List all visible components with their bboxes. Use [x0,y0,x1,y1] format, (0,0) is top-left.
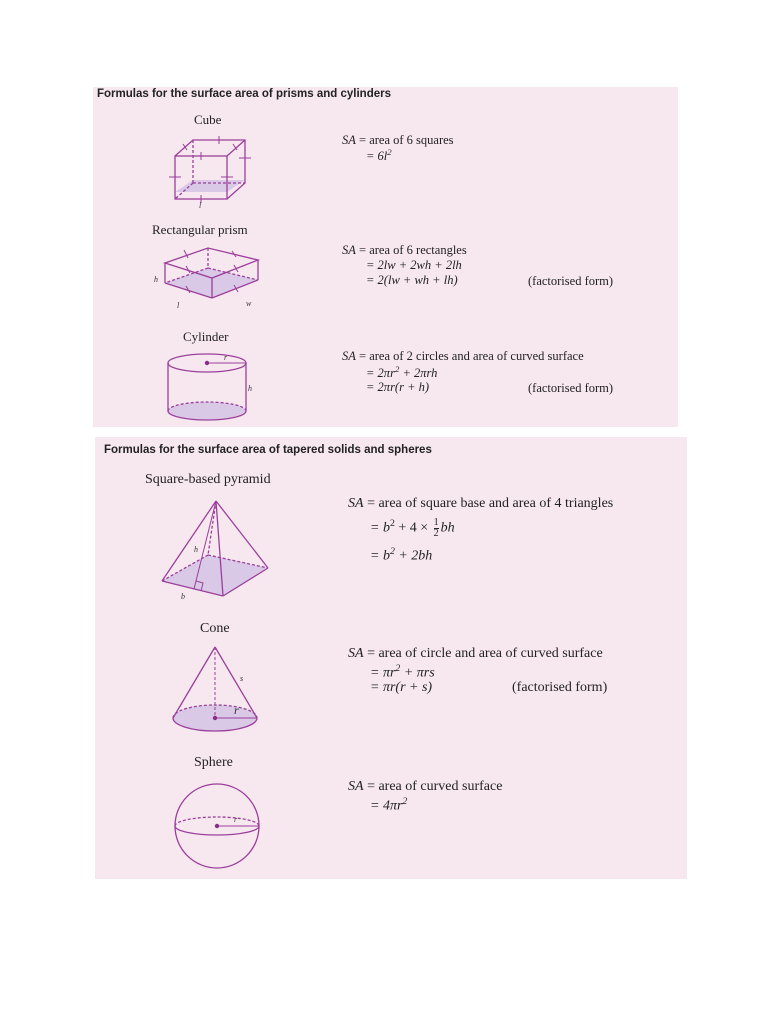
cylinder-formula-line1: SA = area of 2 circles and area of curved surface [342,349,584,363]
rect-formula-line1: SA = area of 6 rectangles [342,243,467,257]
cube-label: Cube [194,112,222,127]
sphere-label: Sphere [194,755,233,770]
cylinder-label: Cylinder [183,329,229,344]
pyramid-label: Square-based pyramid [145,472,271,487]
rect-prism-label: Rectangular prism [152,222,248,237]
sphere-center-dot [215,824,219,828]
cube-diagram [165,132,255,212]
cylinder-formula-line2: = $2\pi r^2 + 2\pi rh$ [366,364,438,381]
cylinder-dim-h: h [248,384,252,393]
pyramid-diagram [158,495,273,605]
rect-formula-line2: = 2lw + 2wh + 2lh [366,258,462,272]
pyramid-dim-b: b [181,592,185,601]
pyramid-formula-line1: SA = area of square base and area of 4 triangles [348,496,614,511]
cube-formula-line1: SA = area of 6 squares [342,133,454,147]
cone-center-dot [213,716,217,720]
cube-formula-line2: = $6l^2$ [366,147,392,164]
cylinder-formula-line3: = 2πr(r + h) [366,380,430,394]
section1-title: Formulas for the surface area of prisms and cylinders [97,88,391,100]
cone-formula-line2: = $\pi r^2 + \pi rs$ [370,663,435,681]
cylinder-diagram [160,348,260,428]
cone-label: Cone [200,621,230,636]
cone-dim-r: r [234,703,239,717]
section2-title: Formulas for the surface area of tapered solids and spheres [104,444,432,456]
rect-formula-line3: = 2(lw + wh + lh) [366,273,458,287]
cylinder-dim-r: r [224,353,228,362]
cone-formula-line3: = πr(r + s) [370,680,433,695]
sphere-formula-line1: SA = area of curved surface [348,779,503,794]
pyramid-base-shade [162,555,268,596]
sphere-dim-r: r [234,815,238,824]
rect-prism-diagram [150,240,270,310]
one-half-fraction: $\frac{1}{2}$ [433,517,439,539]
rect-factorised-note: (factorised form) [528,274,614,288]
cone-dim-s: s [240,674,244,683]
rect-dim-w: w [246,299,252,308]
cone-factorised-note: (factorised form) [512,680,608,695]
pyramid-dim-h: h [194,545,198,554]
sphere-diagram [170,782,265,872]
cone-formula-line1: SA = area of circle and area of curved surface [348,646,603,661]
cube-dim-l: l [199,201,202,210]
cone-diagram [168,643,268,743]
pyramid-formula-line3: = $b^2 + 2bh$ [370,546,433,564]
pyramid-formula-line2: = $b^2 + 4$ × $\frac{1}{2}$ bh [370,517,455,539]
cylinder-center-dot [205,361,209,365]
sphere-formula-line2: = $4\pi r^2$ [370,796,408,814]
cylinder-factorised-note: (factorised form) [528,381,614,395]
rect-dim-l: l [177,301,180,310]
rect-dim-h: h [154,275,158,284]
